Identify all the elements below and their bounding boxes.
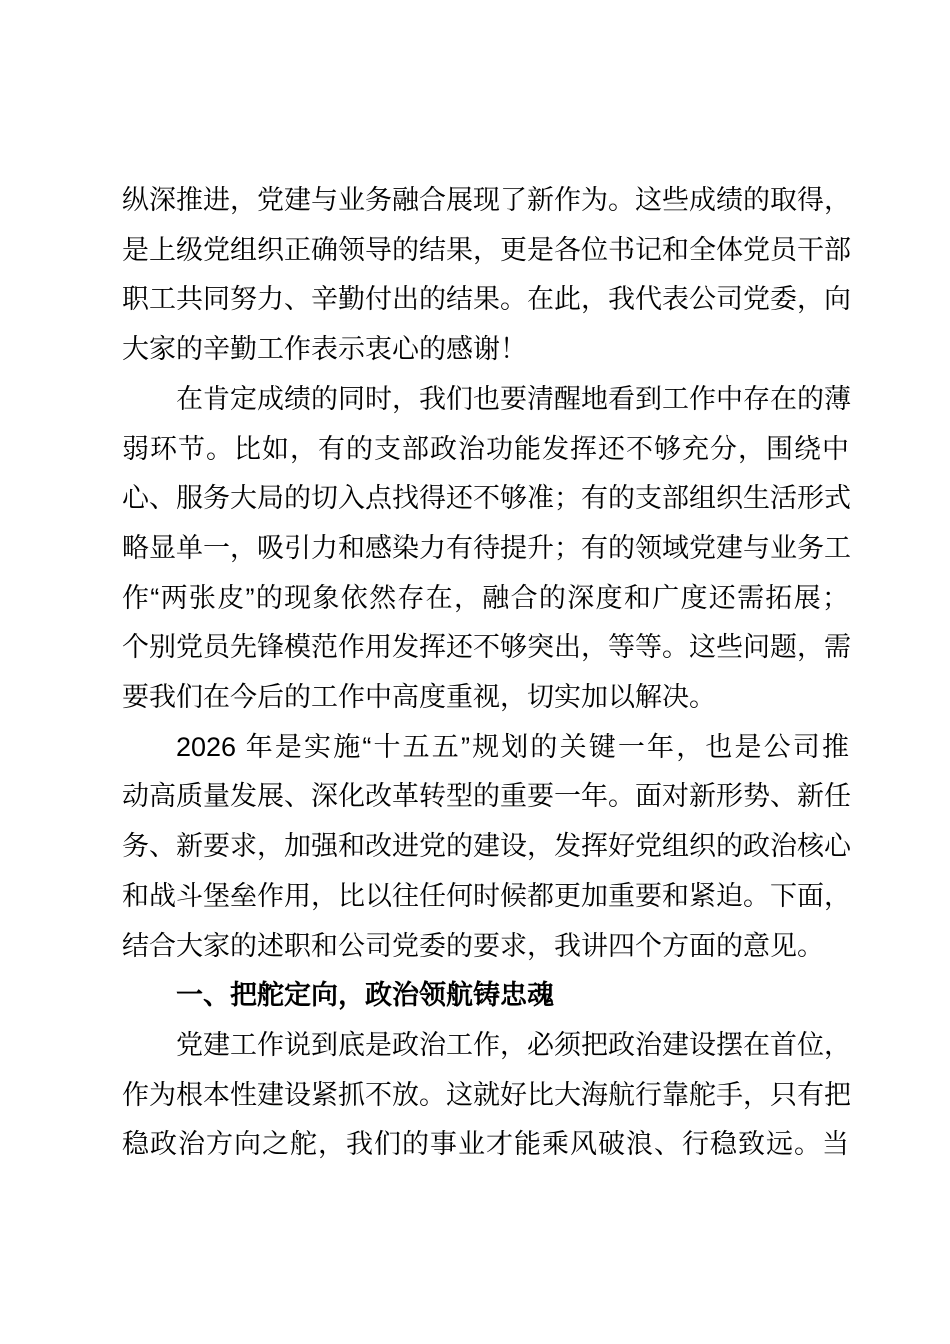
text-line: 心、服务大局的切入点找得还不够准；有的支部组织生活形式 [122,483,851,514]
text-line: 结合大家的述职和公司党委的要求，我讲四个方面的意见。 [122,930,824,961]
section-heading [122,971,849,1021]
text-line: 动高质量发展、深化改革转型的重要一年。面对新形势、新任 [122,781,851,812]
text-line: 党建工作说到底是政治工作，必须把政治建设摆在首位， [176,1029,851,1060]
paragraph [122,176,849,375]
text-line: 稳政治方向之舵，我们的事业才能乘风破浪、行稳致远。当 [122,1129,849,1160]
document-body [122,176,849,1170]
text-line: 大家的辛勤工作表示衷心的感谢！ [122,334,527,365]
text-line: 作为根本性建设紧抓不放。这就好比大海航行靠舵手，只有把 [122,1079,851,1110]
text-line: 纵深推进，党建与业务融合展现了新作为。这些成绩的取得， [122,185,851,215]
text-line: 个别党员先锋模范作用发挥还不够突出，等等。这些问题，需 [122,632,851,663]
heading-line: 一、把舵定向，政治领航铸忠魂 [176,980,554,1011]
text-line: 要我们在今后的工作中高度重视，切实加以解决。 [122,682,716,713]
text-line: 是上级党组织正确领导的结果，更是各位书记和全体党员干部 [122,234,851,265]
paragraph [122,723,849,972]
text-line: 在肯定成绩的同时，我们也要清醒地看到工作中存在的薄 [176,383,851,414]
paragraph [122,375,849,723]
text-line: 2026 年是实施“十五五”规划的关键一年，也是公司推 [176,731,849,762]
text-line: 略显单一，吸引力和感染力有待提升；有的领域党建与业务工 [122,532,851,563]
text-line: 作“两张皮”的现象依然存在，融合的深度和广度还需拓展； [122,582,849,613]
text-line: 务、新要求，加强和改进党的建设，发挥好党组织的政治核心 [122,831,851,862]
paragraph [122,1021,849,1170]
text-line: 和战斗堡垒作用，比以往任何时候都更加重要和紧迫。下面， [122,880,851,911]
text-line: 弱环节。比如，有的支部政治功能发挥还不够充分，围绕中 [122,433,849,464]
text-line: 职工共同努力、辛勤付出的结果。在此，我代表公司党委，向 [122,284,851,315]
